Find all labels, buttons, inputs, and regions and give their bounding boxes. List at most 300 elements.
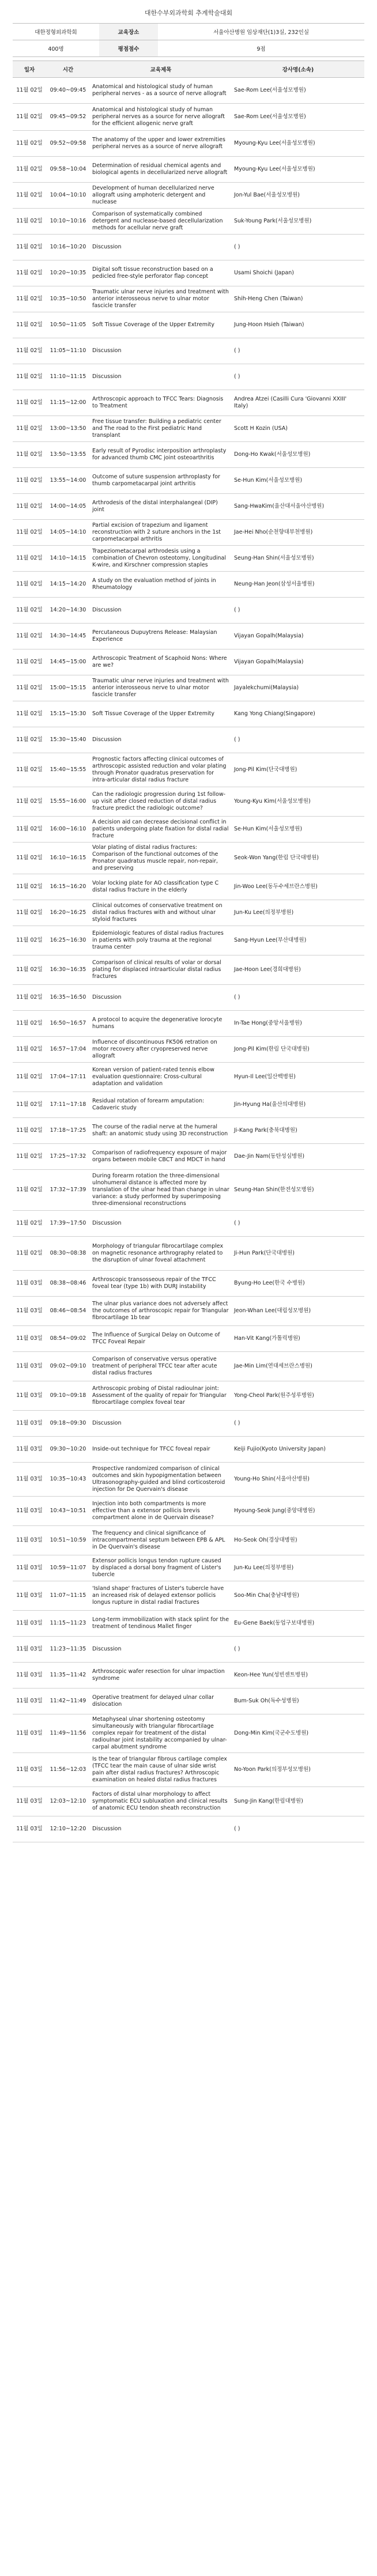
row-title: Soft Tissue Coverage of the Upper Extremity xyxy=(90,312,232,338)
row-time: 17:18~17:25 xyxy=(46,1118,90,1144)
schedule-row xyxy=(13,955,364,985)
row-speaker: Young-Kyu Kim(서울성모병원) xyxy=(232,787,364,817)
row-title: Clinical outcomes of conservative treatment on distal radius fractures with and without ulnar styloid fractures xyxy=(90,900,232,926)
row-time: 15:15~15:30 xyxy=(46,701,90,727)
row-title: 'Island shape' fractures of Lister's tubercle have an increased risk of delayed extensor pollicis longus rupture in distal radial fractures xyxy=(90,1581,232,1611)
schedule-row xyxy=(13,649,364,675)
row-time: 09:30~10:20 xyxy=(46,1437,90,1463)
row-date: 11월 03일 xyxy=(13,1611,46,1637)
row-time: 17:32~17:39 xyxy=(46,1170,90,1211)
row-time: 17:39~17:50 xyxy=(46,1211,90,1237)
schedule-row xyxy=(13,1689,364,1714)
row-speaker: Han-Vit Kang(가톨릭병원) xyxy=(232,1326,364,1352)
schedule-row xyxy=(13,442,364,468)
row-speaker: No-Yoon Park(의정부성모병원) xyxy=(232,1753,364,1787)
row-title: Prospective randomized comparison of clinical outcomes and skin hypopigmentation between Ultrasonography-guided and blind corticosteroid injection for De Quervain's disease xyxy=(90,1463,232,1497)
row-speaker: Ho-Seok Oh(경상대병원) xyxy=(232,1526,364,1555)
schedule-row xyxy=(13,926,364,955)
row-title: Discussion xyxy=(90,1637,232,1663)
row-title: Volar plating of distal radius fractures: Comparison of the functional outcomes of the Pronator quadratus muscle repair, non-repair, and preserving xyxy=(90,843,232,874)
schedule-row xyxy=(13,78,364,104)
row-time: 13:50~13:55 xyxy=(46,442,90,468)
row-date: 11월 02일 xyxy=(13,817,46,843)
row-title: Metaphyseal ulnar shortening osteotomy simultaneously with triangular fibrocartilage complex repair for treatment of the distal radioulnar joint instability accompanied by ulnar-carpal abutment syndrome xyxy=(90,1714,232,1753)
row-title: Discussion xyxy=(90,1211,232,1237)
row-time: 14:05~14:10 xyxy=(46,520,90,546)
row-time: 16:50~16:57 xyxy=(46,1011,90,1037)
row-time: 13:00~13:50 xyxy=(46,416,90,442)
schedule-row xyxy=(13,675,364,701)
row-date: 11월 03일 xyxy=(13,1271,46,1297)
row-date: 11월 03일 xyxy=(13,1352,46,1381)
row-speaker: Jae-Min Lim(연대세브란스병원) xyxy=(232,1352,364,1381)
schedule-row xyxy=(13,1118,364,1144)
schedule-row xyxy=(13,1297,364,1326)
row-title: Arthroscopic transosseous repair of the TFCC foveal tear (type 1b) with DURJ instability xyxy=(90,1271,232,1297)
row-date: 11월 02일 xyxy=(13,753,46,787)
row-title: Development of human decellularized nerve allograft using amphoteric detergent and nuclease xyxy=(90,183,232,209)
row-speaker: Seung-Han Shin(서울성모병원) xyxy=(232,546,364,572)
row-date: 11월 02일 xyxy=(13,926,46,955)
row-title: Discussion xyxy=(90,364,232,390)
row-time: 08:30~08:38 xyxy=(46,1237,90,1271)
row-title: Residual rotation of forearm amputation: Cadaveric study xyxy=(90,1092,232,1118)
schedule-row xyxy=(13,1170,364,1211)
row-title: Early result of Pyrodisc interposition arthroplasty for advanced thumb CMC joint osteoarthritis xyxy=(90,442,232,468)
row-speaker: Jin-Hyung Ha(울산의대병원) xyxy=(232,1092,364,1118)
row-date: 11월 02일 xyxy=(13,104,46,131)
row-time: 14:00~14:05 xyxy=(46,494,90,520)
schedule-row xyxy=(13,1271,364,1297)
row-time: 10:50~11:05 xyxy=(46,312,90,338)
row-date: 11월 02일 xyxy=(13,1011,46,1037)
schedule-row xyxy=(13,1211,364,1237)
row-time: 09:02~09:10 xyxy=(46,1352,90,1381)
row-date: 11월 03일 xyxy=(13,1326,46,1352)
row-date: 11월 03일 xyxy=(13,1463,46,1497)
row-date: 11월 03일 xyxy=(13,1816,46,1842)
row-time: 11:15~11:23 xyxy=(46,1611,90,1637)
schedule-row xyxy=(13,572,364,598)
row-time: 14:15~14:20 xyxy=(46,572,90,598)
row-date: 11월 02일 xyxy=(13,843,46,874)
row-time: 16:10~16:15 xyxy=(46,843,90,874)
row-title: Is the tear of triangular fibrous cartilage complex (TFCC tear the main cause of ulnar side wrist pain after distal radius fractures? Arthroscopic examination on healed distal radius fractures xyxy=(90,1753,232,1787)
row-date: 11월 02일 xyxy=(13,1144,46,1170)
row-time: 11:07~11:15 xyxy=(46,1581,90,1611)
schedule-row xyxy=(13,1144,364,1170)
row-date: 11월 02일 xyxy=(13,442,46,468)
row-date: 11월 03일 xyxy=(13,1411,46,1437)
row-title: Anatomical and histological study of human peripheral nerves as a source for nerve allograft for the efficient allogenic nerve graft xyxy=(90,104,232,131)
row-date: 11월 02일 xyxy=(13,1092,46,1118)
row-date: 11월 02일 xyxy=(13,131,46,157)
row-title: Discussion xyxy=(90,598,232,624)
row-speaker: Jun-Ku Lee(의정부병원) xyxy=(232,1555,364,1581)
row-date: 11월 03일 xyxy=(13,1663,46,1689)
row-date: 11월 02일 xyxy=(13,572,46,598)
schedule-row xyxy=(13,1526,364,1555)
row-title: Percutaneous Dupuytrens Release: Malaysian Experience xyxy=(90,624,232,649)
row-date: 11월 02일 xyxy=(13,900,46,926)
row-speaker: Jae-Hoon Lee(경희대병원) xyxy=(232,955,364,985)
row-speaker: Hyun-Il Lee(일산백병원) xyxy=(232,1063,364,1092)
row-time: 14:10~14:15 xyxy=(46,546,90,572)
schedule-row xyxy=(13,286,364,312)
row-title: Discussion xyxy=(90,338,232,364)
page-title: 대한수부외과학회 추계학술대회 xyxy=(144,9,233,17)
row-date: 11월 02일 xyxy=(13,675,46,701)
header-date: 일자 xyxy=(13,61,46,78)
row-speaker: Sang-Hyun Lee(부산대병원) xyxy=(232,926,364,955)
schedule-row xyxy=(13,494,364,520)
row-title: Traumatic ulnar nerve injuries and treatment with anterior interosseous nerve to ulnar motor fascicle transfer xyxy=(90,286,232,312)
row-date: 11월 02일 xyxy=(13,78,46,104)
row-date: 11월 02일 xyxy=(13,416,46,442)
row-time: 17:11~17:18 xyxy=(46,1092,90,1118)
schedule-row xyxy=(13,1555,364,1581)
row-title: Prognostic factors affecting clinical outcomes of arthroscopic assisted reduction and volar plating through Pronator quadratus preservation for intra-articular distal radius fracture xyxy=(90,753,232,787)
schedule-row xyxy=(13,900,364,926)
row-date: 11월 03일 xyxy=(13,1381,46,1411)
row-speaker: Jon-Yul Bae(서울성모병원) xyxy=(232,183,364,209)
row-speaker: Vijayan Gopalh(Malaysia) xyxy=(232,649,364,675)
row-date: 11월 02일 xyxy=(13,701,46,727)
schedule-row xyxy=(13,843,364,874)
schedule-row xyxy=(13,235,364,260)
schedule-header-row xyxy=(13,61,364,78)
row-speaker: Jayalekchumi(Malaysia) xyxy=(232,675,364,701)
row-date: 11월 02일 xyxy=(13,520,46,546)
row-time: 09:10~09:18 xyxy=(46,1381,90,1411)
row-speaker: Soo-Min Cha(충남대병원) xyxy=(232,1581,364,1611)
schedule-row xyxy=(13,1237,364,1271)
row-title: The ulnar plus variance does not adversely affect the outcomes of arthroscopic repair for Triangular fibrocartilage 1b tear xyxy=(90,1297,232,1326)
schedule-row xyxy=(13,1611,364,1637)
row-title: Morphology of triangular fibrocartilage complex on magnetic resonance arthrography related to the disruption of ulnar foveal attachment xyxy=(90,1237,232,1271)
row-time: 15:00~15:15 xyxy=(46,675,90,701)
row-title: Discussion xyxy=(90,1816,232,1842)
header-time: 시간 xyxy=(46,61,90,78)
row-date: 11월 02일 xyxy=(13,1170,46,1211)
row-date: 11월 02일 xyxy=(13,1118,46,1144)
row-speaker: Dong-Ho Kwak(서울성모병원) xyxy=(232,442,364,468)
row-time: 14:30~14:45 xyxy=(46,624,90,649)
schedule-row xyxy=(13,468,364,494)
row-time: 10:10~10:16 xyxy=(46,209,90,235)
row-date: 11월 02일 xyxy=(13,286,46,312)
row-title: Anatomical and histological study of human peripheral nerves - as a source of nerve allograft xyxy=(90,78,232,104)
row-date: 11월 03일 xyxy=(13,1714,46,1753)
row-date: 11월 02일 xyxy=(13,985,46,1011)
row-time: 09:45~09:52 xyxy=(46,104,90,131)
row-speaker: ( ) xyxy=(232,985,364,1011)
schedule-row xyxy=(13,520,364,546)
row-time: 09:18~09:30 xyxy=(46,1411,90,1437)
row-speaker: Kang Yong Chiang(Singapore) xyxy=(232,701,364,727)
row-speaker: Dong-Min Kim(국군수도병원) xyxy=(232,1714,364,1753)
row-speaker: ( ) xyxy=(232,1816,364,1842)
row-title: Discussion xyxy=(90,235,232,260)
header-title: 교육제목 xyxy=(90,61,232,78)
row-speaker: ( ) xyxy=(232,1411,364,1437)
row-speaker: Seok-Won Yang(한림 단국대병원) xyxy=(232,843,364,874)
row-date: 11월 02일 xyxy=(13,468,46,494)
row-title: Arthrodesis of the distal interphalangeal (DIP) joint xyxy=(90,494,232,520)
schedule-row xyxy=(13,1326,364,1352)
row-time: 11:23~11:35 xyxy=(46,1637,90,1663)
schedule-row xyxy=(13,1581,364,1611)
row-time: 11:35~11:42 xyxy=(46,1663,90,1689)
schedule-row xyxy=(13,260,364,286)
row-speaker: Sang-HwaKim(울산대서울아산병원) xyxy=(232,494,364,520)
schedule-row xyxy=(13,985,364,1011)
schedule-row xyxy=(13,312,364,338)
schedule-row xyxy=(13,1753,364,1787)
row-title: Traumatic ulnar nerve injuries and treatment with anterior interosseous nerve to ulnar motor fascicle transfer xyxy=(90,675,232,701)
row-speaker: Bum-Suk Oh(독수성병원) xyxy=(232,1689,364,1714)
row-speaker: Se-Hun Kim(서울성모병원) xyxy=(232,468,364,494)
row-speaker: Vijayan Gopalh(Malaysia) xyxy=(232,624,364,649)
schedule-row xyxy=(13,1663,364,1689)
row-speaker: Shih-Heng Chen (Taiwan) xyxy=(232,286,364,312)
row-time: 10:59~11:07 xyxy=(46,1555,90,1581)
row-speaker: Byung-Ho Lee(한국 수병원) xyxy=(232,1271,364,1297)
row-time: 10:35~10:50 xyxy=(46,286,90,312)
schedule-row xyxy=(13,390,364,416)
row-date: 11월 02일 xyxy=(13,260,46,286)
row-date: 11월 02일 xyxy=(13,157,46,183)
row-date: 11월 03일 xyxy=(13,1526,46,1555)
row-speaker: Eu-Gene Baek(동업구보대병원) xyxy=(232,1611,364,1637)
row-title: Discussion xyxy=(90,727,232,753)
schedule-row xyxy=(13,131,364,157)
row-speaker: Suk-Young Park(서울성모병원) xyxy=(232,209,364,235)
row-speaker: Sae-Rom Lee(서울성모병원) xyxy=(232,104,364,131)
row-title: A protocol to acquire the degenerative lorocyte humans xyxy=(90,1011,232,1037)
row-title: During forearm rotation the three-dimensional ulnohumeral distance is affected more by translation of the ulnar head than change in ulnar variance: a study performed by superimposing three-dimensional reconstructions xyxy=(90,1170,232,1211)
row-title: Partial excision of trapezium and ligament reconstruction with 2 suture anchors in the 1st carpometacarpal arthritis xyxy=(90,520,232,546)
schedule-row xyxy=(13,701,364,727)
row-time: 10:35~10:43 xyxy=(46,1463,90,1497)
row-date: 11월 02일 xyxy=(13,727,46,753)
row-title: The anatomy of the upper and lower extremities peripheral nerves as a source of nerve allograft xyxy=(90,131,232,157)
row-title: Trapeziometacarpal arthrodesis using a combination of Chevron osteotomy, Longitudinal K-wire, and Kirschner compression staples xyxy=(90,546,232,572)
row-date: 11월 03일 xyxy=(13,1497,46,1526)
schedule-row xyxy=(13,1063,364,1092)
row-time: 12:10~12:20 xyxy=(46,1816,90,1842)
row-speaker: Yong-Cheol Park(원주성루병원) xyxy=(232,1381,364,1411)
schedule-row xyxy=(13,157,364,183)
row-time: 14:20~14:30 xyxy=(46,598,90,624)
row-speaker: ( ) xyxy=(232,1637,364,1663)
row-date: 11월 02일 xyxy=(13,494,46,520)
row-date: 11월 03일 xyxy=(13,1437,46,1463)
row-speaker: Jin-Woo Lee(동두수세브란스병원) xyxy=(232,874,364,900)
capacity-value: 400명 xyxy=(13,40,99,57)
row-title: Extensor pollicis longus tendon rupture caused by displaced a dorsal bony fragment of Lister's tubercle xyxy=(90,1555,232,1581)
row-speaker: Seung-Han Shin(한전성모병원) xyxy=(232,1170,364,1211)
row-date: 11월 02일 xyxy=(13,546,46,572)
row-speaker: ( ) xyxy=(232,364,364,390)
row-date: 11월 02일 xyxy=(13,364,46,390)
row-time: 16:30~16:35 xyxy=(46,955,90,985)
row-speaker: Jung-Hoon Hsieh (Taiwan) xyxy=(232,312,364,338)
row-speaker: Ji-Hun Park(단국대병원) xyxy=(232,1237,364,1271)
row-time: 11:15~12:00 xyxy=(46,390,90,416)
row-title: Inside-out technique for TFCC foveal repair xyxy=(90,1437,232,1463)
row-date: 11월 02일 xyxy=(13,598,46,624)
schedule-row xyxy=(13,183,364,209)
schedule-row xyxy=(13,817,364,843)
schedule-row xyxy=(13,1497,364,1526)
row-time: 16:57~17:04 xyxy=(46,1037,90,1063)
organizer-value: 대한정형외과학회 xyxy=(13,24,99,40)
row-title: Arthroscopic Treatment of Scaphoid Nons: Where are we? xyxy=(90,649,232,675)
row-date: 11월 03일 xyxy=(13,1297,46,1326)
row-title: A study on the evaluation method of joints in Rheumatology xyxy=(90,572,232,598)
row-speaker: ( ) xyxy=(232,235,364,260)
schedule-row xyxy=(13,416,364,442)
row-title: Arthroscopic probing of Distal radioulnar joint: Assessment of the quality of repair for Triangular fibrocartilage complex foveal tear xyxy=(90,1381,232,1411)
row-date: 11월 02일 xyxy=(13,624,46,649)
credit-value: 9점 xyxy=(158,40,364,57)
schedule-row xyxy=(13,874,364,900)
row-time: 09:52~09:58 xyxy=(46,131,90,157)
row-title: Digital soft tissue reconstruction based on a pedicled free-style perforator flap concept xyxy=(90,260,232,286)
row-title: Comparison of clinical results of volar or dorsal plating for displaced intraarticular distal radius fractures xyxy=(90,955,232,985)
row-speaker: Keiji Fujio(Kyoto University Japan) xyxy=(232,1437,364,1463)
row-time: 10:04~10:10 xyxy=(46,183,90,209)
row-speaker: Jong-Pil Kim(단국대병원) xyxy=(232,753,364,787)
row-title: Influence of discontinuous FK506 retration on motor recovery after cryopreserved nerve allograft xyxy=(90,1037,232,1063)
row-title: The frequency and clinical significance of intracompartmental septum between EPB & APL in De Quervain's disease xyxy=(90,1526,232,1555)
row-title: A decision aid can decrease decisional conflict in patients undergoing plate fixation for distal radial fracture xyxy=(90,817,232,843)
schedule-row xyxy=(13,1816,364,1842)
row-time: 13:55~14:00 xyxy=(46,468,90,494)
row-speaker: Se-Hun Kim(서울성모병원) xyxy=(232,817,364,843)
row-speaker: Jong-Pil Kim(한림 단국대병원) xyxy=(232,1037,364,1063)
row-title: Comparison of radiofrequency exposure of major organs between mobile CBCT and MDCT in hand xyxy=(90,1144,232,1170)
row-time: 15:55~16:00 xyxy=(46,787,90,817)
row-speaker: Sae-Rom Lee(서울성모병원) xyxy=(232,78,364,104)
row-speaker: Andrea Atzei (Casilli Cura 'Giovanni XXIII' Italy) xyxy=(232,390,364,416)
schedule-row xyxy=(13,1463,364,1497)
row-title: Soft Tissue Coverage of the Upper Extremity xyxy=(90,701,232,727)
row-time: 15:30~15:40 xyxy=(46,727,90,753)
row-title: Discussion xyxy=(90,985,232,1011)
row-title: Korean version of patient-rated tennis elbow evaluation questionnaire: Cross-cultural adaptation and validation xyxy=(90,1063,232,1092)
row-date: 11월 02일 xyxy=(13,1237,46,1271)
row-time: 16:20~16:25 xyxy=(46,900,90,926)
row-date: 11월 02일 xyxy=(13,390,46,416)
schedule-row xyxy=(13,1787,364,1816)
row-time: 10:51~10:59 xyxy=(46,1526,90,1555)
row-speaker: Neung-Han Jeon(삼성서울병원) xyxy=(232,572,364,598)
row-title: Volar locking plate for AO classification type C distal radius fracture in the elderly xyxy=(90,874,232,900)
row-title: Injection into both compartments is more effective than a extensor pollicis brevis compartment alone in de Quervain disease? xyxy=(90,1497,232,1526)
row-time: 12:03~12:10 xyxy=(46,1787,90,1816)
venue-label: 교육장소 xyxy=(99,24,158,40)
schedule-row xyxy=(13,104,364,131)
schedule-row xyxy=(13,364,364,390)
row-time: 10:43~10:51 xyxy=(46,1497,90,1526)
row-time: 16:35~16:50 xyxy=(46,985,90,1011)
row-date: 11월 02일 xyxy=(13,874,46,900)
schedule-row xyxy=(13,338,364,364)
schedule-row xyxy=(13,1037,364,1063)
row-date: 11월 03일 xyxy=(13,1689,46,1714)
row-time: 14:45~15:00 xyxy=(46,649,90,675)
row-date: 11월 03일 xyxy=(13,1753,46,1787)
row-date: 11월 03일 xyxy=(13,1581,46,1611)
row-speaker: Sung-Jin Kang(한림대병원) xyxy=(232,1787,364,1816)
row-title: Operative treatment for delayed ulnar collar dislocation xyxy=(90,1689,232,1714)
row-speaker: In-Tae Hong(중앙서울병원) xyxy=(232,1011,364,1037)
row-time: 16:25~16:30 xyxy=(46,926,90,955)
schedule-row xyxy=(13,598,364,624)
credit-label: 평점점수 xyxy=(99,40,158,57)
schedule-row xyxy=(13,1011,364,1037)
row-date: 11월 02일 xyxy=(13,955,46,985)
row-speaker: Hyoung-Seok Jung(중앙대병원) xyxy=(232,1497,364,1526)
row-date: 11월 02일 xyxy=(13,235,46,260)
row-time: 16:15~16:20 xyxy=(46,874,90,900)
row-speaker: Ji-Kang Park(충북대병원) xyxy=(232,1118,364,1144)
row-title: Discussion xyxy=(90,1411,232,1437)
row-date: 11월 02일 xyxy=(13,183,46,209)
row-date: 11월 02일 xyxy=(13,209,46,235)
row-speaker: Scott H Kozin (USA) xyxy=(232,416,364,442)
row-time: 11:10~11:15 xyxy=(46,364,90,390)
schedule-row xyxy=(13,753,364,787)
schedule-table xyxy=(13,61,364,1842)
schedule-row xyxy=(13,546,364,572)
row-date: 11월 02일 xyxy=(13,649,46,675)
row-time: 10:20~10:35 xyxy=(46,260,90,286)
row-time: 08:46~08:54 xyxy=(46,1297,90,1326)
row-title: Outcome of suture suspension arthroplasty for thumb carpometacarpal joint arthritis xyxy=(90,468,232,494)
row-speaker: Jeon-Whan Lee(대림성모병원) xyxy=(232,1297,364,1326)
row-date: 11월 02일 xyxy=(13,312,46,338)
schedule-row xyxy=(13,787,364,817)
row-title: Comparison of systematically combined detergent and nuclease-based decellularization methods for acellular nerve graft xyxy=(90,209,232,235)
row-title: Epidemiologic features of distal radius fractures in patients with poly trauma at the regional trauma center xyxy=(90,926,232,955)
schedule-row xyxy=(13,1411,364,1437)
schedule-row xyxy=(13,1352,364,1381)
row-speaker: Dae-Jin Nam(동탄성심병원) xyxy=(232,1144,364,1170)
schedule-row xyxy=(13,1092,364,1118)
row-speaker: ( ) xyxy=(232,1211,364,1237)
row-speaker: ( ) xyxy=(232,338,364,364)
row-time: 08:54~09:02 xyxy=(46,1326,90,1352)
schedule-row xyxy=(13,624,364,649)
row-time: 15:40~15:55 xyxy=(46,753,90,787)
row-speaker: Keon-Hee Yun(성빈센트병원) xyxy=(232,1663,364,1689)
row-title: Comparison of conservative versus operative treatment of peripheral TFCC tear after acute distal radius fractures xyxy=(90,1352,232,1381)
row-speaker: ( ) xyxy=(232,727,364,753)
row-title: Determination of residual chemical agents and biological agents in decellularized nerve allograft xyxy=(90,157,232,183)
row-date: 11월 03일 xyxy=(13,1787,46,1816)
row-speaker: Jae-Hei Nho(순천향대부천병원) xyxy=(232,520,364,546)
schedule-row xyxy=(13,1637,364,1663)
row-date: 11월 02일 xyxy=(13,787,46,817)
row-title: The Influence of Surgical Delay on Outcome of TFCC Foveal Repair xyxy=(90,1326,232,1352)
row-time: 10:16~10:20 xyxy=(46,235,90,260)
row-time: 17:25~17:32 xyxy=(46,1144,90,1170)
row-title: Long-term immobilization with stack splint for the treatment of tendinous Mallet finger xyxy=(90,1611,232,1637)
header-speaker: 강사명(소속) xyxy=(232,61,364,78)
